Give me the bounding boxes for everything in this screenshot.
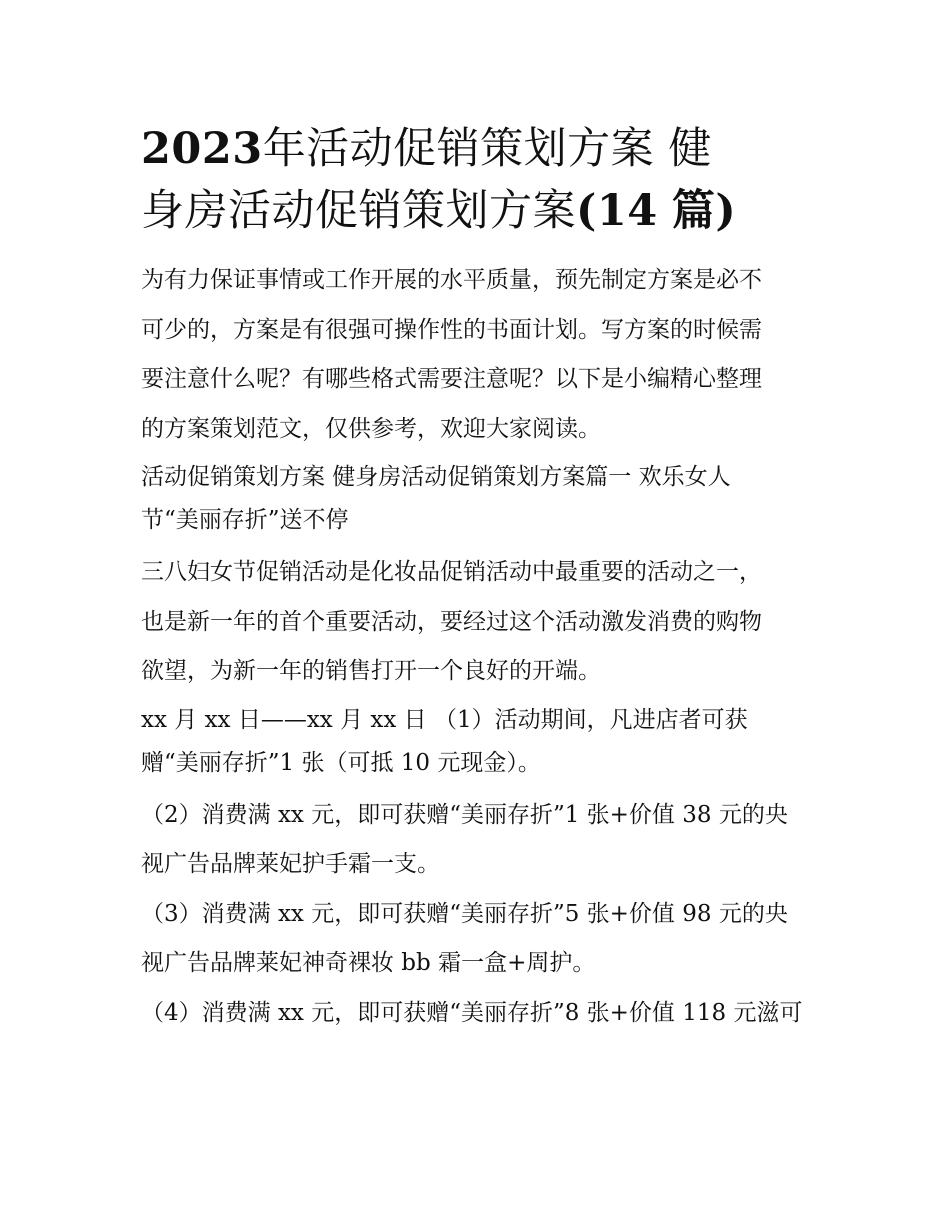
text-line: 节“美丽存折”送不停 bbox=[141, 507, 349, 533]
activity-item-4 bbox=[141, 989, 817, 1039]
text-line: 三八妇女节促销活动是化妆品促销活动中最重要的活动之一， bbox=[141, 559, 762, 585]
text-line: （3）消费满 xx 元，即可获赠“美丽存折”5 张+价值 98 元的央 bbox=[141, 900, 788, 927]
text-line: 活动促销策划方案 健身房活动促销策划方案篇一 欢乐女人 bbox=[141, 464, 731, 490]
text-line: 视广告品牌莱妃护手霜一支。 bbox=[141, 851, 440, 877]
text-line: 的方案策划范文，仅供参考，欢迎大家阅读。 bbox=[141, 415, 601, 442]
text-line: 要注意什么呢？有哪些格式需要注意呢？以下是小编精心整理 bbox=[141, 366, 762, 392]
text-line: 欲望，为新一年的销售打开一个良好的开端。 bbox=[141, 658, 601, 684]
background-paragraph bbox=[141, 548, 817, 697]
title-year: 2023 bbox=[141, 124, 263, 174]
activity-item-1 bbox=[141, 699, 817, 785]
activity-item-3 bbox=[141, 890, 817, 989]
text-line: （2）消费满 xx 元，即可获赠“美丽存折”1 张+价值 38 元的央 bbox=[141, 801, 788, 828]
text-line: 也是新一年的首个重要活动，要经过这个活动激发消费的购物 bbox=[141, 608, 762, 635]
title-text-2: 身房活动促销策划方案 bbox=[141, 186, 576, 236]
text-line: 赠“美丽存折”1 张（可抵 10 元现金）。 bbox=[141, 749, 541, 776]
text-line: 可少的，方案是有很强可操作性的书面计划。写方案的时候需 bbox=[141, 316, 762, 343]
document-body bbox=[141, 256, 817, 1038]
intro-paragraph bbox=[141, 256, 817, 454]
title-count: (14 bbox=[576, 186, 658, 236]
title-tail: 篇) bbox=[671, 186, 737, 236]
title-line-1 bbox=[141, 118, 817, 180]
document-title bbox=[141, 118, 817, 242]
text-line: 视广告品牌莱妃神奇裸妆 bb 霜一盒+周护。 bbox=[141, 950, 596, 976]
document-page bbox=[141, 118, 817, 1038]
text-line: （4）消费满 xx 元，即可获赠“美丽存折”8 张+价值 118 元滋可 bbox=[141, 999, 803, 1026]
title-line-2 bbox=[141, 180, 817, 242]
title-text-1: 年活动促销策划方案 健 bbox=[262, 124, 712, 174]
section-heading bbox=[141, 456, 817, 542]
text-line: 为有力保证事情或工作开展的水平质量，预先制定方案是必不 bbox=[141, 267, 762, 293]
activity-item-2 bbox=[141, 791, 817, 890]
text-line: xx 月 xx 日——xx 月 xx 日 （1）活动期间，凡进店者可获 bbox=[141, 706, 748, 733]
